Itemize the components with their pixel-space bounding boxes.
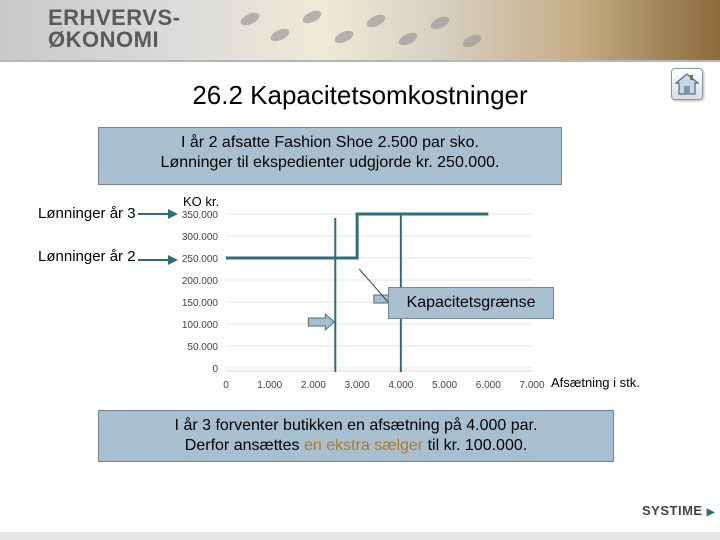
x-tick-label: 0 [223, 380, 229, 391]
x-tick-label: 5.000 [432, 380, 458, 391]
y-tick-label: 300.000 [181, 232, 218, 243]
info-line4-pre: Derfor ansættes [184, 437, 304, 454]
info-line4-post: til kr. 100.000. [423, 437, 528, 454]
x-tick-label: 1.000 [257, 380, 283, 391]
label-year2: Lønninger år 2 [38, 248, 136, 265]
footer-bar [0, 532, 720, 540]
y-axis-title: KO kr. [183, 194, 220, 209]
label-year3: Lønninger år 3 [38, 205, 136, 222]
capacity-limit-label: Kapacitetsgrænse [388, 287, 554, 319]
y-tick-label: 250.000 [181, 254, 218, 265]
y-tick-label: 150.000 [181, 298, 218, 309]
y-tick-label: 0 [212, 364, 218, 375]
x-tick-label: 4.000 [388, 380, 414, 391]
x-tick-label: 7.000 [519, 380, 545, 391]
logo-line2: ØKONOMI [48, 27, 160, 52]
info-line2: Lønninger til ekspedienter udgjorde kr. 250.000. [160, 154, 500, 171]
x-axis-title: Afsætning i stk. [551, 375, 640, 390]
x-tick-label: 2.000 [300, 380, 326, 391]
systime-logo-text: SYSTIME [642, 503, 703, 518]
x-tick-label: 6.000 [475, 380, 501, 391]
info-line1: I år 2 afsatte Fashion Shoe 2.500 par sko. [181, 134, 479, 151]
y-tick-label: 100.000 [181, 320, 218, 331]
info-line4 [99, 436, 613, 456]
y-tick-label: 200.000 [181, 276, 218, 287]
systime-logo [642, 503, 715, 518]
logo-line1: ERHVERVS- [48, 5, 181, 30]
y-tick-label: 350.000 [181, 210, 218, 221]
extra-salesperson-highlight: en ekstra sælger [303, 437, 424, 454]
y-tick-label: 50.000 [187, 342, 218, 353]
arrow-year3-label-head [168, 209, 178, 219]
info-line3: I år 3 forventer butikken en afsætning på 4.000 par. [174, 417, 538, 434]
x-tick-label: 3.000 [344, 380, 370, 391]
info-box-year3 [98, 410, 614, 462]
systime-triangle-icon: ▶ [706, 507, 715, 518]
arrow-to-year2-sales [308, 314, 334, 330]
page-title: 26.2 Kapacitetsomkostninger [192, 80, 528, 110]
arrow-year2-label-head [168, 255, 178, 265]
